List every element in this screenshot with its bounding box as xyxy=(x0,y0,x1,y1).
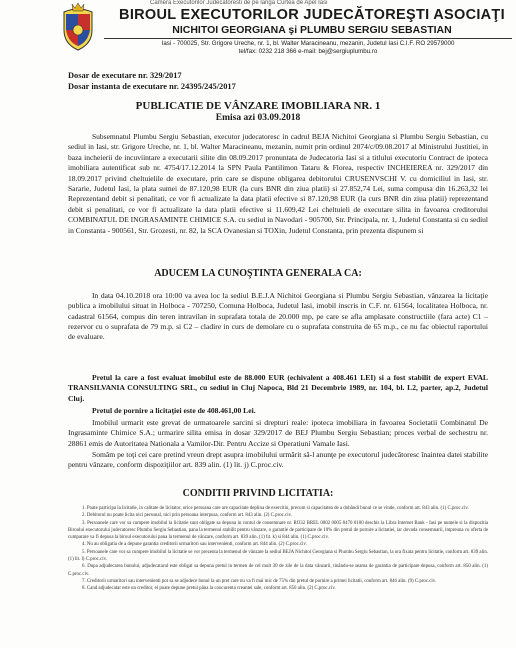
office-title: BIROUL EXECUTORILOR JUDECĂTOREŞTI ASOCIAŢI xyxy=(119,7,505,23)
office-address: Iasi - 700025, Str. Grigore Ureche, nr. 1, bl. Walter Maracineanu, mezanin, Judetul Iasi C.I.F. RO 29579000 xyxy=(161,40,455,47)
condition-item: 5. Persoanele care vor sa cumpere imobilul la licitatie se vor prezenta la termenul de vânzare la sediul BEJA Nichitoi Georgiana si Plumbu Sergiu Sebastian, la ora fixata pentru licitatie, conform art. 839 alin. (1) lit. l) C.proc.civ. xyxy=(68,549,488,563)
condition-item: 1. Poate participa la licitatie, in calitate de licitator, orice persoana care are capacitate deplina de exercitiu, precum si capacitatea de a dobândi bunul ce se vinde, conform art. 843 alin. (1) C.proc.civ. xyxy=(82,506,469,511)
office-subtitle: NICHITOI GEORGIANA şi PLUMBU SERGIU SEBASTIAN xyxy=(172,24,452,36)
auction-paragraph xyxy=(68,291,488,342)
valuation-paragraph xyxy=(68,373,488,404)
coat-of-arms-icon xyxy=(58,2,98,52)
execution-file-number: Dosar de executare nr. 329/2017 xyxy=(68,71,182,80)
office-contact: tel/fax: 0232 218 366 e-mail: bej@sergiuplumbu.ro xyxy=(238,48,378,55)
header-divider xyxy=(104,38,512,39)
summons-text: Somăm pe toţi cei care pretind vreun drept asupra imobilului urmărit să-l anunţe pe executorul judecătoresc înaintea datei stabilite pentru vânzare, conform dispoziţiilor art. 839 alin. (1) lit. j) C.proc.civ. xyxy=(68,450,488,470)
chamber-line: Camera Executorilor Judecatoresti de pe langa Curtea de Apel Iasi xyxy=(150,0,328,6)
publication-date: Emisa azi 03.09.2018 xyxy=(215,113,301,123)
intro-paragraph xyxy=(68,132,488,236)
valuation-text: Pretul la care a fost evaluat imobilul este de 88.000 EUR (echivalent a 408.461 LEI) si a fost stabilit de expert EVAL TRANSILVANIA CONSULTING SRL, cu sediul in Cluj Napoca, Bld 21 Decembrie 1989, nr. 104, bl. L2, parter, ap.2, Judetul Cluj. xyxy=(68,373,488,403)
auction-text: In data 04.10.2018 ora 10:00 va avea loc la sediul B.E.J.A Nichitoi Georgiana si Plumbu Sergiu Sebastian, vânzarea la licitaţie publica a imobilului situat in Holboca - 707250, Comuna Holboca, Judetul Iasi, imobil inscris in C.F. nr. 61564, localitatea Holboca, nr. cadastral 61564, compus din teren intravilan in suprafata totala de 20.000 mp, pe care se afla amplasate constructiile (fara acte) C1 – rezervor cu o suprafata de 79 m.p. si C2 – cladire in curs de demolare cu o suprafata construita de 65 m.p., ce nu fac obiectul raportului de evaluare. xyxy=(68,291,488,342)
intro-text: Subsemnatul Plumbu Sergiu Sebastian, executor judecatoresc in cadrul BEJA Nichitoi Georgiana si Plumbu Sergiu Sebastian, cu sediul in Iasi, str. Grigore Ureche, nr. 1, bl. Walter Maracineanu, mezanin, numit prin ordinul 2074/c/09.08.2017 al Ministrului Justitiei, in baza incheierii de incuviintare a executarii silite din 08.09.2017 pronuntata de Judecatoria Iasi si a titlului executoriu Contract de ipoteca imobiliara autentificat sub nr. 4754/17.12.2014 la SPN Paula Pantilimon Tataru & Florea, respectiv INCHEIEREA nr. 329/2017 din 18.09.2017 privind cheltuielile de executare, prin care se dispune obligarea debitorului CRUSENVSCHI V. cu domiciliul in Iasi, str. Sararie, Judetul Iasi, la plata sumei de 87.120,98 EUR (la curs BNR din ziua platii) si 27.852,74 Lei, suma compusa din 16.263,32 lei Reprezentand debit si penalitati, ce vor fi actualizate la data platii efective si 87.120,98 EUR (la curs BNR din ziua platii) reprezentand debit si penalitati, ce vor fi actualizate la data platii efective si 11.609,42 Lei cheltuieli de executare silita in favoarea creditorului COMBINATUL DE INGRASAMINTE CHIMICE S.A. cu sediul in Navodari - 905700, Str. Principala, nr. 1, Judetul Constanta si cu sediul in Constanta - 900561, Str. Grozesti, nr. 82, la SCA Ovanesian si TOXin, Judetul Constanta, prin prezenta dispunem si xyxy=(68,132,488,235)
court-file-number: Dosar instanta de executare nr. 24395/245/2017 xyxy=(68,82,236,91)
publication-title: PUBLICATIE DE VÂNZARE IMOBILIARA NR. 1 xyxy=(135,100,381,112)
condition-item: 8. Cand adjudecatar este un creditor, el poate depune pretul pâna la concurenta creantei sale, conform art. 850 alin. (2) C.proc.civ. xyxy=(82,586,336,592)
conditions-list xyxy=(68,505,488,593)
condition-item: 3. Persoanele care vor sa cumpere imobilul la licitatie sunt obligate sa depuna in contul de consemnare nr. RO32 BREL 0002 0005 8470 0100 deschis la Libra Internet Bank - Iasi pe numele si la dispozitia Biroului executorului judecatoresc Plumbu Sergiu Sebastian, pana la termenul stabilit pentru vânzare, o garantie de participare de 10% din pretul de pornire a licitatiei, iar dovada consemnarii, impreuna cu oferta de cumparare va fi depusa la biroul executorului pana la termenul de vânzare, conform art. 839 alin. (1) lit. k) si 844 alin. (1) C.proc.civ. xyxy=(68,520,488,541)
condition-item: 4. Nu au obligatia de a depune garantia creditorii urmaritori sau intervenienti, conform art. 844 alin. (2) C.proc.civ. xyxy=(82,542,307,548)
conditions-heading: CONDITII PRIVIND LICITATIA: xyxy=(182,488,334,499)
encumbrances-paragraph xyxy=(68,418,488,449)
summons-paragraph xyxy=(68,450,488,471)
starting-price-text: Pretul de pornire a licitaţiei este de 408.461,00 Lei. xyxy=(92,406,256,415)
notice-heading: ADUCEM LA CUNOŞTINTA GENERALA CA: xyxy=(154,268,362,279)
condition-item: 2. Debitorul nu poate licita nici personal, nici prin persoana interpusa, conform art. 843 alin. (2) C.proc.civ. xyxy=(82,513,292,519)
condition-item: 7. Creditorii urmaritori sau intervenienti pot sa se adjudece bunul la un pret care nu va fi mai mic de 75% din pretul de pornire a primei licitatii, conform art. 846 alin. (9) C.proc.civ. xyxy=(82,578,437,584)
starting-price-paragraph xyxy=(68,406,488,416)
letterhead xyxy=(0,0,516,66)
condition-item: 6. Dupa adjudecarea bunului, adjudecatarul este obligat sa depuna pretul in termen de cel mult 30 de zile de la data vânzarii, tinându-se seama de garantia de participare depusa, conform art. 850 alin. (1) C.proc.civ. xyxy=(68,564,488,577)
encumbrances-text: Imobilul urmarit este grevat de urmatoarele sarcini si drepturi reale: ipoteca imobiliara in favoarea Societatii Combinatul De Ingrasaminte Chimice S.A.; urmarire silita emisa in dosar 329/2017 de BEJ Plumbu Sergiu Sebastian; proces verbal de sechestru nr. 28861 emis de Autoritatea Nationala a Vamilor-Dir. Pentru Accize si Operatiuni Vamale Iasi. xyxy=(68,418,488,448)
